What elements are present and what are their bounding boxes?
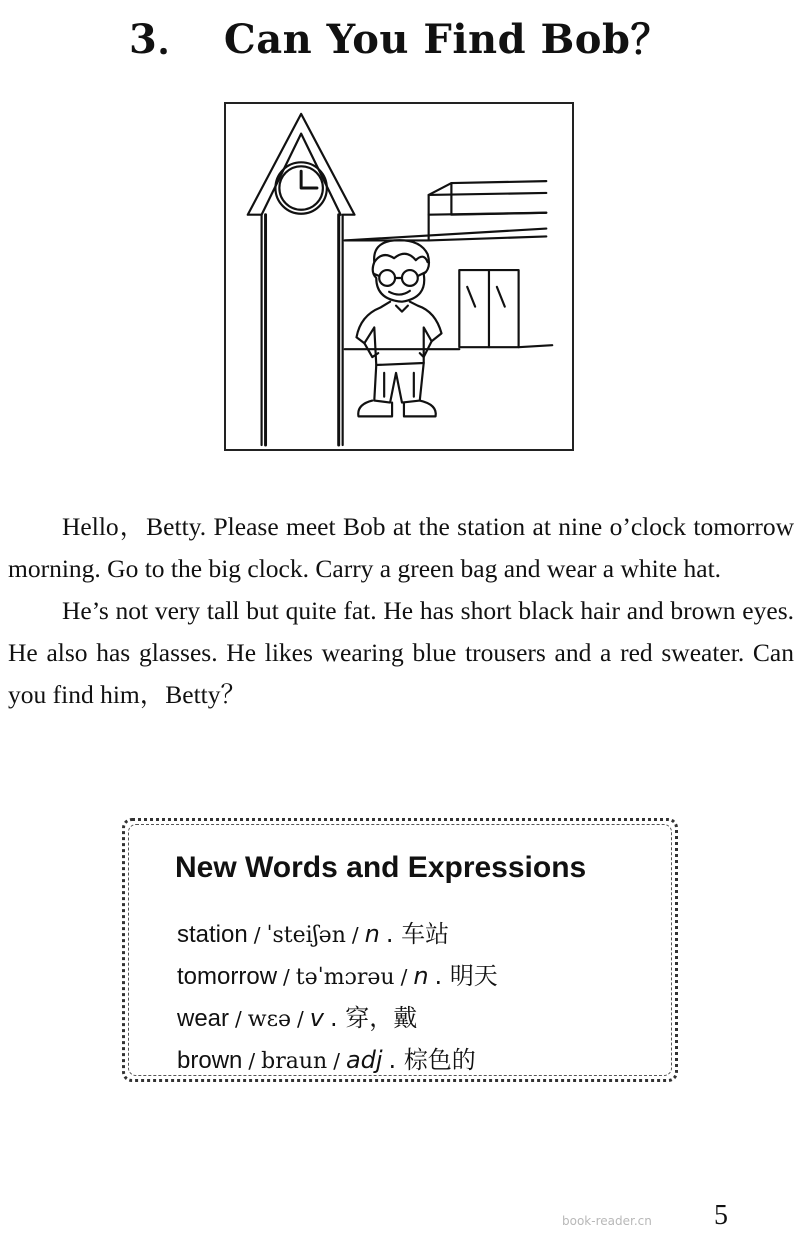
vocabulary-item bbox=[177, 1039, 498, 1081]
chapter-title: Can You Find Bob？ bbox=[223, 16, 671, 63]
vocab-word: station bbox=[177, 921, 248, 948]
page-title bbox=[0, 8, 800, 65]
vocabulary-heading: New Words and Expressions bbox=[175, 851, 587, 884]
dot-separator: . bbox=[385, 920, 402, 948]
vocab-phonetic: ˈsteiʃən bbox=[266, 923, 346, 948]
slash-divider: / bbox=[253, 923, 261, 947]
vocab-word: wear bbox=[177, 1005, 230, 1032]
vocabulary-item bbox=[177, 955, 498, 997]
vocab-part-of-speech: adj bbox=[345, 1046, 383, 1074]
vocab-meaning: 明天 bbox=[449, 962, 498, 990]
slash-divider: / bbox=[333, 1049, 340, 1073]
slash-divider: / bbox=[248, 1049, 256, 1073]
slash-divider: / bbox=[400, 965, 408, 989]
vocab-meaning: 穿，戴 bbox=[345, 1004, 418, 1032]
slash-divider: / bbox=[235, 1007, 242, 1031]
watermark: book-reader.cn bbox=[562, 1214, 652, 1228]
vocab-word: brown bbox=[177, 1047, 243, 1074]
story-paragraph: He’s not very tall but quite fat. He has short black hair and brown eyes. He also has glasses. He likes wearing blue trousers and a red sweater. Can you find him，Betty？ bbox=[8, 596, 794, 709]
slash-divider: / bbox=[297, 1007, 304, 1031]
dot-separator: . bbox=[329, 1004, 346, 1032]
vocab-meaning: 车站 bbox=[401, 920, 450, 948]
chapter-number: 3． bbox=[129, 16, 198, 63]
dot-separator: . bbox=[388, 1046, 404, 1074]
story-text bbox=[8, 506, 794, 716]
slash-divider: / bbox=[351, 923, 359, 947]
vocab-meaning: 棕色的 bbox=[403, 1046, 476, 1074]
vocab-phonetic: braun bbox=[261, 1049, 328, 1074]
dot-separator: . bbox=[434, 962, 450, 990]
vocabulary-item bbox=[177, 913, 498, 955]
vocab-part-of-speech: n bbox=[364, 920, 380, 948]
vocabulary-list bbox=[177, 913, 498, 1081]
illustration-bob-clock-tower bbox=[224, 102, 574, 451]
vocab-part-of-speech: n bbox=[413, 962, 429, 990]
story-paragraph: Hello，Betty. Please meet Bob at the station at nine o’clock tomorrow morning. Go to the big clock. Carry a green bag and wear a white hat. bbox=[8, 512, 794, 583]
vocab-phonetic: wɛə bbox=[247, 1007, 292, 1032]
vocab-part-of-speech: v bbox=[309, 1004, 324, 1032]
vocabulary-box bbox=[122, 818, 678, 1082]
line-drawing bbox=[226, 104, 572, 449]
slash-divider: / bbox=[283, 965, 290, 989]
vocab-word: tomorrow bbox=[177, 963, 278, 990]
vocabulary-item bbox=[177, 997, 498, 1039]
vocab-phonetic: təˈmɔrəu bbox=[295, 965, 395, 990]
page-number: 5 bbox=[714, 1200, 728, 1231]
